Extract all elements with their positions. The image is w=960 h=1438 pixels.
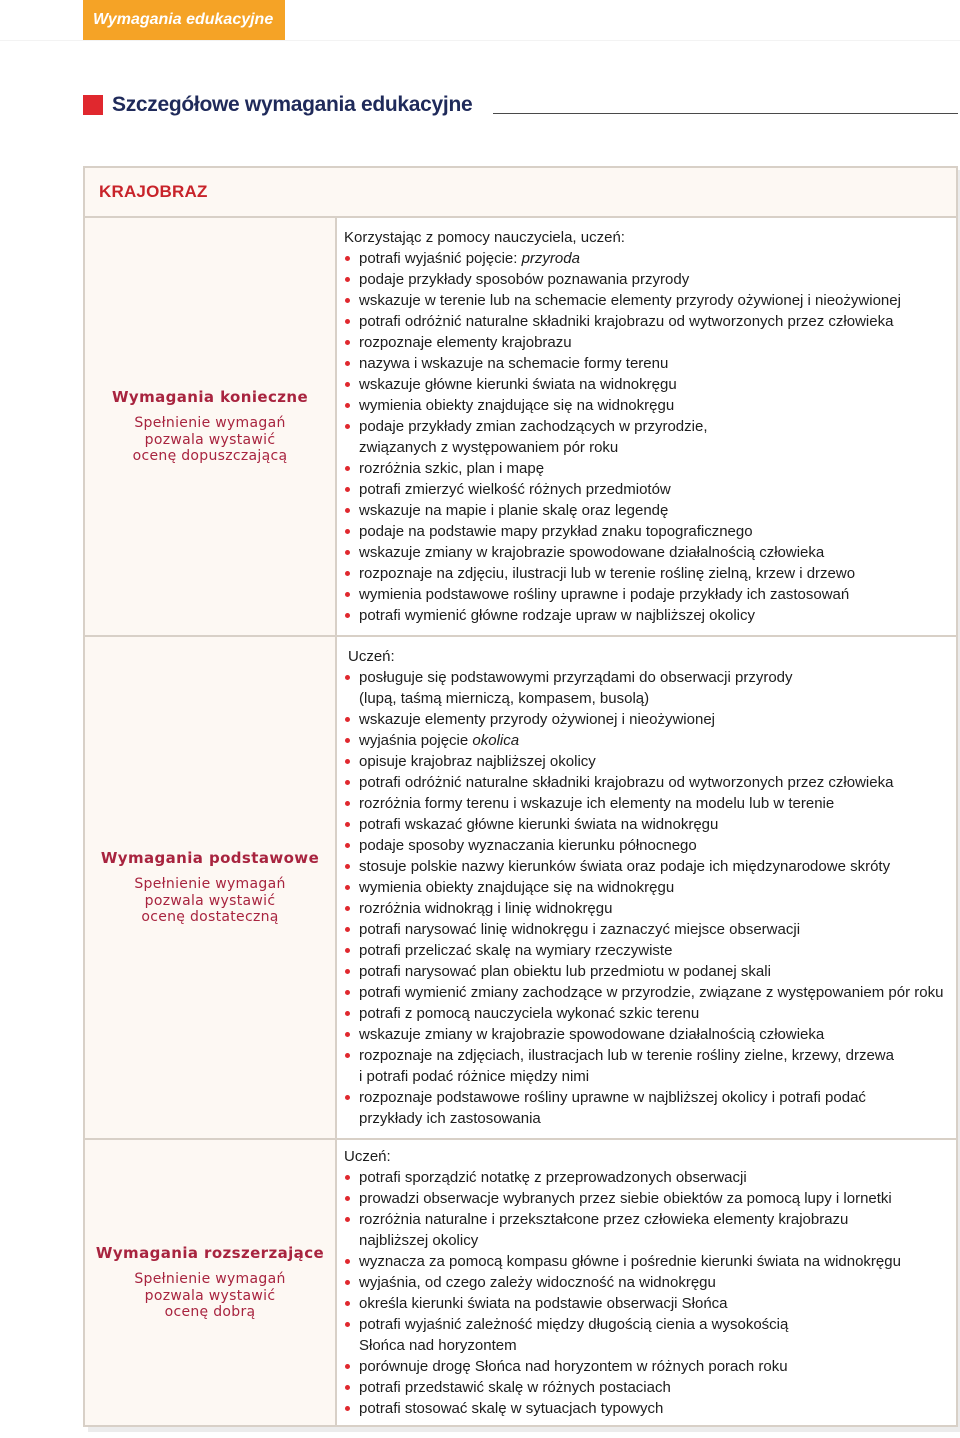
requirement-term: okolica — [472, 732, 520, 749]
requirement-text: potrafi przeliczać skalę na wymiary rzeczywiste — [359, 942, 673, 959]
requirements-row-podstawowe — [85, 637, 956, 1140]
requirement-item — [344, 982, 956, 1003]
requirement-text: rozróżnia formy terenu i wskazuje ich elementy na modelu lub w terenie — [359, 795, 835, 812]
bullet-icon — [345, 571, 350, 576]
requirements-cell — [337, 218, 956, 635]
requirement-item — [344, 1045, 956, 1087]
requirements-table — [83, 166, 958, 1427]
requirement-item — [344, 1356, 956, 1377]
bullet-icon — [345, 298, 350, 303]
requirement-text: nazywa i wskazuje na schemacie formy terenu — [359, 355, 669, 372]
requirement-text: rozróżnia szkic, plan i mapę — [359, 460, 545, 477]
requirement-item — [344, 248, 956, 269]
requirements-row-rozszerzajace — [85, 1140, 956, 1425]
requirement-text: rozróżnia naturalne i przekształcone przez człowieka elementy krajobrazu — [359, 1211, 849, 1228]
bullet-icon — [345, 1406, 350, 1411]
bullet-icon — [345, 613, 350, 618]
bullet-icon — [345, 1053, 350, 1058]
bullet-icon — [345, 675, 350, 680]
requirement-text: potrafi odróżnić naturalne składniki krajobrazu od wytworzonych przez człowieka — [359, 774, 894, 791]
requirement-text: wymienia podstawowe rośliny uprawne i podaje przykłady ich zastosowań — [359, 586, 850, 603]
bullet-icon — [345, 361, 350, 366]
bullet-icon — [345, 529, 350, 534]
bullet-icon — [345, 382, 350, 387]
level-sub-2: pozwala wystawić — [144, 892, 276, 909]
requirement-text: rozpoznaje elementy krajobrazu — [359, 334, 572, 351]
requirement-item — [344, 374, 956, 395]
requirement-text: podaje przykłady zmian zachodzących w przyrodzie, — [359, 418, 708, 435]
requirement-text: prowadzi obserwacje wybranych przez siebie obiektów za pomocą lupy i lornetki — [359, 1190, 892, 1207]
requirement-item — [344, 1209, 956, 1251]
level-cell — [85, 637, 337, 1138]
bullet-icon — [345, 717, 350, 722]
level-cell — [85, 218, 337, 635]
table-header: KRAJOBRAZ — [99, 182, 208, 201]
requirement-text-continued: (lupą, taśmą mierniczą, kompasem, busolą) — [359, 690, 650, 707]
requirement-text-continued: Słońca nad horyzontem — [359, 1337, 517, 1354]
requirement-item — [344, 751, 956, 772]
level-title: Wymagania rozszerzające — [95, 1244, 325, 1263]
tab-divider — [0, 40, 960, 41]
bullet-icon — [345, 403, 350, 408]
requirement-item — [344, 1272, 956, 1293]
level-sub-2: pozwala wystawić — [144, 431, 276, 448]
requirement-item — [344, 1314, 956, 1356]
requirement-text: potrafi wyjaśnić zależność między długością cienia a wysokością — [359, 1316, 789, 1333]
level-sub-1: Spełnienie wymagań — [134, 415, 286, 432]
red-square-icon — [83, 95, 103, 115]
requirement-item — [344, 1003, 956, 1024]
table-shadow-bottom — [88, 1427, 960, 1432]
heading-rule — [493, 113, 958, 114]
bullet-icon — [345, 738, 350, 743]
bullet-icon — [345, 277, 350, 282]
level-sub-2: pozwala wystawić — [144, 1287, 276, 1304]
requirement-text: potrafi wyjaśnić pojęcie: — [359, 250, 522, 267]
bullet-icon — [345, 969, 350, 974]
bullet-icon — [345, 885, 350, 890]
bullet-icon — [345, 1280, 350, 1285]
requirement-item — [344, 1377, 956, 1398]
requirement-text: potrafi odróżnić naturalne składniki krajobrazu od wytworzonych przez człowieka — [359, 313, 894, 330]
bullet-icon — [345, 1095, 350, 1100]
level-sub-3: ocenę dopuszczającą — [132, 448, 288, 465]
bullet-icon — [345, 1385, 350, 1390]
bullet-icon — [345, 864, 350, 869]
bullet-icon — [345, 1259, 350, 1264]
requirement-term: przyroda — [521, 250, 580, 267]
requirement-text: potrafi wskazać główne kierunki świata na widnokręgu — [359, 816, 719, 833]
requirement-item — [344, 793, 956, 814]
bullet-icon — [345, 1175, 350, 1180]
requirement-text: wskazuje zmiany w krajobrazie spowodowane działalnością człowieka — [359, 544, 825, 561]
requirement-text: wyznacza za pomocą kompasu główne i pośrednie kierunki świata na widnokręgu — [359, 1253, 901, 1270]
requirement-text: potrafi zmierzyć wielkość różnych przedmiotów — [359, 481, 671, 498]
requirement-item — [344, 416, 956, 458]
requirement-item — [344, 919, 956, 940]
page-title: Szczegółowe wymagania edukacyjne — [112, 93, 473, 116]
requirement-item — [344, 563, 956, 584]
requirement-item — [344, 1024, 956, 1045]
requirement-item — [344, 395, 956, 416]
level-sub-1: Spełnienie wymagań — [134, 1271, 286, 1288]
section-tab: Wymagania edukacyjne — [83, 0, 285, 40]
requirement-item — [344, 856, 956, 877]
bullet-icon — [345, 1196, 350, 1201]
requirement-text: wyjaśnia pojęcie — [359, 732, 473, 749]
bullet-icon — [345, 780, 350, 785]
requirement-item — [344, 311, 956, 332]
requirement-item — [344, 353, 956, 374]
requirement-item — [344, 605, 956, 626]
requirement-text-continued: i potrafi podać różnice między nimi — [359, 1068, 590, 1085]
requirement-text: posługuje się podstawowymi przyrządami do obserwacji przyrody — [359, 669, 793, 686]
requirement-text: rozpoznaje na zdjęciach, ilustracjach lub w terenie rośliny zielne, krzewy, drzewa — [359, 1047, 894, 1064]
requirements-intro: Korzystając z pomocy nauczyciela, uczeń: — [344, 229, 625, 246]
requirement-text: potrafi sporządzić notatkę z przeprowadzonych obserwacji — [359, 1169, 747, 1186]
bullet-icon — [345, 801, 350, 806]
requirements-cell — [337, 1140, 956, 1425]
requirement-text: wskazuje w terenie lub na schemacie elementy przyrody ożywionej i nieożywionej — [359, 292, 901, 309]
level-cell — [85, 1140, 337, 1425]
requirement-item — [344, 709, 956, 730]
requirement-item — [344, 898, 956, 919]
requirement-item — [344, 269, 956, 290]
requirements-list — [344, 248, 956, 626]
bullet-icon — [345, 340, 350, 345]
requirement-item — [344, 332, 956, 353]
requirement-item — [344, 521, 956, 542]
requirement-item — [344, 1087, 956, 1129]
requirement-item — [344, 835, 956, 856]
requirement-item — [344, 772, 956, 793]
requirement-item — [344, 1293, 956, 1314]
requirement-text: stosuje polskie nazwy kierunków świata oraz podaje ich międzynarodowe skróty — [359, 858, 891, 875]
bullet-icon — [345, 843, 350, 848]
bullet-icon — [345, 1301, 350, 1306]
bullet-icon — [345, 466, 350, 471]
requirement-text: potrafi wymienić główne rodzaje upraw w najbliższej okolicy — [359, 607, 756, 624]
section-heading — [83, 90, 960, 120]
requirement-text-continued: związanych z występowaniem pór roku — [359, 439, 619, 456]
requirement-text: potrafi narysować linię widnokręgu i zaznaczyć miejsce obserwacji — [359, 921, 801, 938]
bullet-icon — [345, 1322, 350, 1327]
bullet-icon — [345, 990, 350, 995]
level-sub-3: ocenę dostateczną — [141, 909, 279, 926]
requirement-text: wskazuje elementy przyrody ożywionej i nieożywionej — [359, 711, 715, 728]
requirement-item — [344, 1167, 956, 1188]
requirement-text: potrafi wymienić zmiany zachodzące w przyrodzie, związane z występowaniem pór roku — [359, 984, 944, 1001]
bullet-icon — [345, 592, 350, 597]
bullet-icon — [345, 550, 350, 555]
requirement-text: podaje sposoby wyznaczania kierunku północnego — [359, 837, 697, 854]
requirement-item — [344, 940, 956, 961]
requirements-row-konieczne — [85, 218, 956, 637]
bullet-icon — [345, 906, 350, 911]
level-sub-1: Spełnienie wymagań — [134, 876, 286, 893]
requirement-item — [344, 667, 956, 709]
requirement-item — [344, 814, 956, 835]
requirement-text: określa kierunki świata na podstawie obserwacji Słońca — [359, 1295, 728, 1312]
level-title: Wymagania konieczne — [111, 388, 309, 407]
requirement-text: wskazuje na mapie i planie skalę oraz legendę — [359, 502, 669, 519]
requirement-text-continued: najbliższej okolicy — [359, 1232, 479, 1249]
requirement-text: potrafi z pomocą nauczyciela wykonać szkic terenu — [359, 1005, 700, 1022]
requirement-item — [344, 458, 956, 479]
requirement-item — [344, 500, 956, 521]
requirement-text: podaje przykłady sposobów poznawania przyrody — [359, 271, 690, 288]
bullet-icon — [345, 1364, 350, 1369]
requirement-item — [344, 1188, 956, 1209]
requirement-text: wymienia obiekty znajdujące się na widnokręgu — [359, 397, 675, 414]
level-title: Wymagania podstawowe — [100, 849, 320, 868]
requirement-text: potrafi przedstawić skalę w różnych postaciach — [359, 1379, 671, 1396]
requirement-item — [344, 1398, 956, 1419]
bullet-icon — [345, 1217, 350, 1222]
requirement-text: potrafi narysować plan obiektu lub przedmiotu w podanej skali — [359, 963, 771, 980]
bullet-icon — [345, 424, 350, 429]
requirements-intro: Uczeń: — [344, 1148, 391, 1165]
requirements-intro: Uczeń: — [348, 648, 395, 665]
requirement-text: podaje na podstawie mapy przykład znaku topograficznego — [359, 523, 753, 540]
requirement-item — [344, 290, 956, 311]
bullet-icon — [345, 927, 350, 932]
requirement-text-continued: przykłady ich zastosowania — [359, 1110, 541, 1127]
level-sub-3: ocenę dobrą — [164, 1304, 256, 1321]
requirements-cell — [337, 637, 956, 1138]
requirement-text: wyjaśnia, od czego zależy widoczność na widnokręgu — [359, 1274, 716, 1291]
requirement-text: wymienia obiekty znajdujące się na widnokręgu — [359, 879, 675, 896]
requirement-text: rozróżnia widnokrąg i linię widnokręgu — [359, 900, 613, 917]
requirement-item — [344, 1251, 956, 1272]
bullet-icon — [345, 1032, 350, 1037]
requirement-item — [344, 877, 956, 898]
table-header-row — [85, 168, 956, 218]
requirement-text: potrafi stosować skalę w sytuacjach typowych — [359, 1400, 664, 1417]
bullet-icon — [345, 508, 350, 513]
requirements-list — [344, 667, 956, 1129]
requirements-list — [344, 1167, 956, 1419]
requirement-item — [344, 730, 956, 751]
requirement-text: wskazuje zmiany w krajobrazie spowodowane działalnością człowieka — [359, 1026, 825, 1043]
requirement-item — [344, 584, 956, 605]
bullet-icon — [345, 759, 350, 764]
requirement-item — [344, 542, 956, 563]
bullet-icon — [345, 256, 350, 261]
bullet-icon — [345, 319, 350, 324]
requirement-text: opisuje krajobraz najbliższej okolicy — [359, 753, 596, 770]
requirement-text: wskazuje główne kierunki świata na widnokręgu — [359, 376, 677, 393]
bullet-icon — [345, 948, 350, 953]
requirement-item — [344, 479, 956, 500]
requirement-item — [344, 961, 956, 982]
requirement-text: rozpoznaje na zdjęciu, ilustracji lub w terenie roślinę zielną, krzew i drzewo — [359, 565, 856, 582]
requirement-text: rozpoznaje podstawowe rośliny uprawne w najbliższej okolicy i potrafi podać — [359, 1089, 866, 1106]
requirement-text: porównuje drogę Słońca nad horyzontem w różnych porach roku — [359, 1358, 788, 1375]
bullet-icon — [345, 1011, 350, 1016]
bullet-icon — [345, 487, 350, 492]
bullet-icon — [345, 822, 350, 827]
